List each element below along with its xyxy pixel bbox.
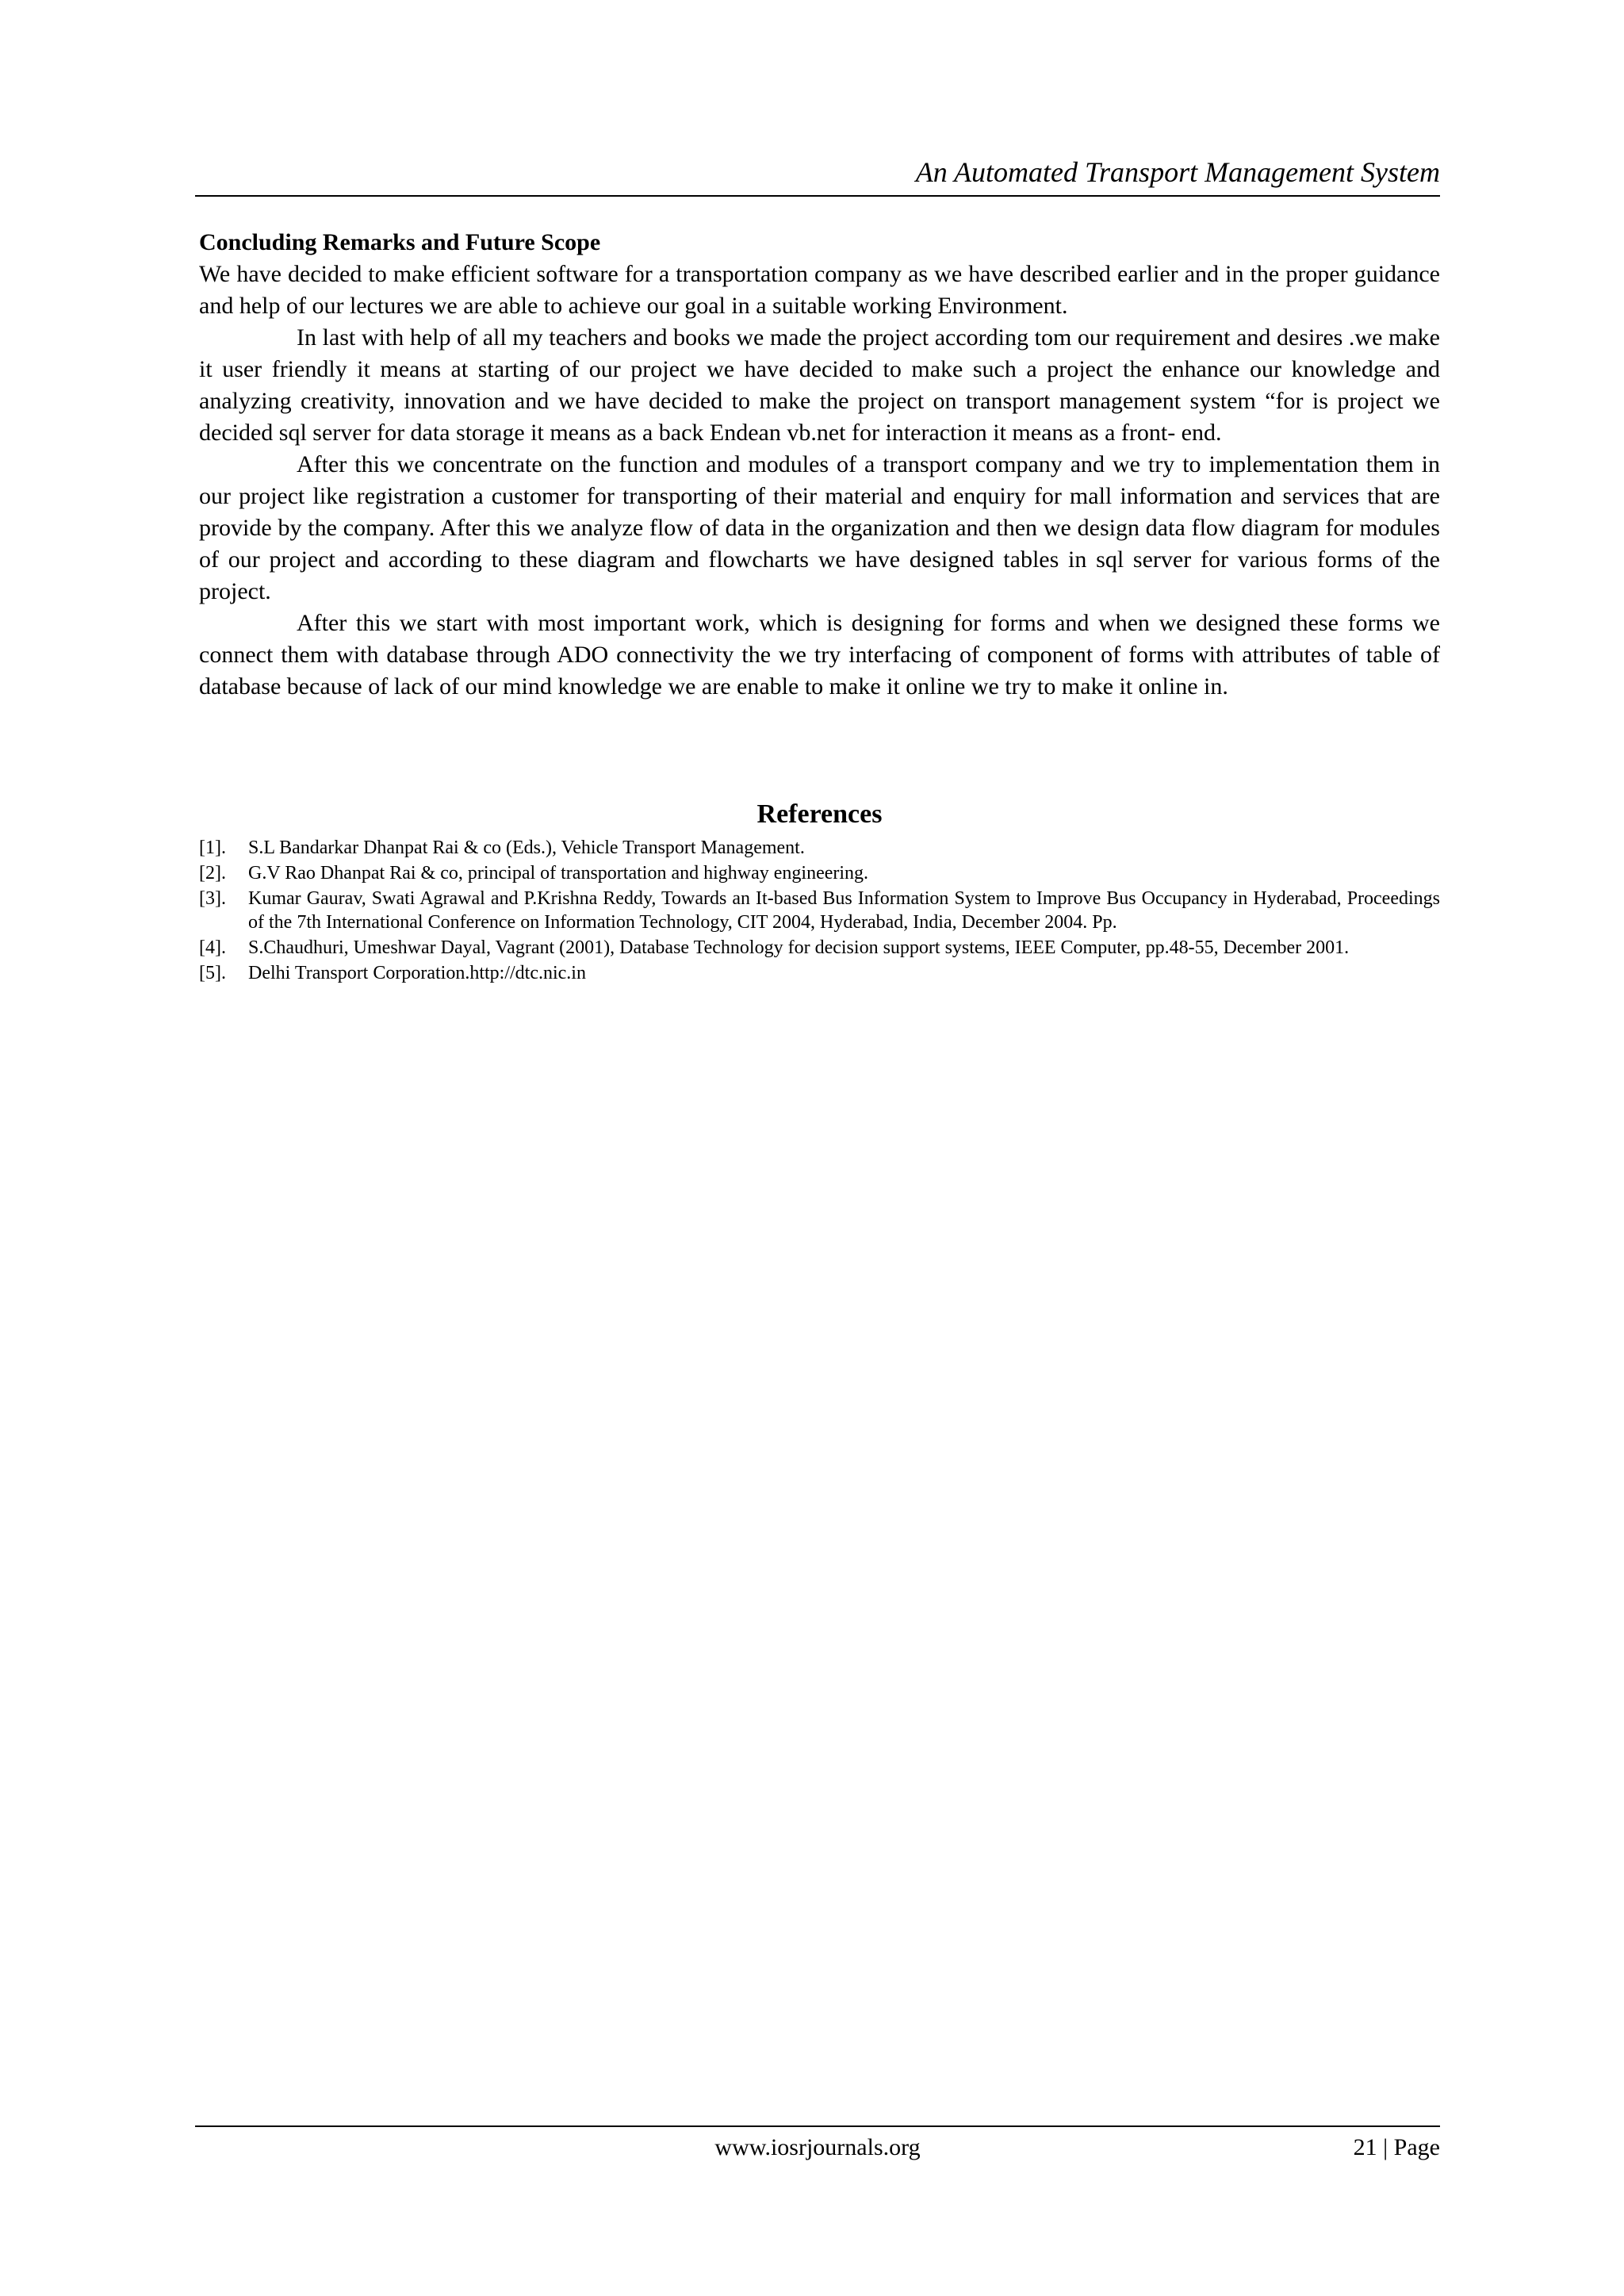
paragraph-2: In last with help of all my teachers and books we made the project according tom our requirement and desires .we make it user friendly it means at starting of our project we have decided to make such a project the enhance our knowledge and analyzing creativity, innovation and we have decided to make the project on transport management system “for is project we decided sql server for data storage it means as a back Endean vb.net for interaction it means as a front- end. [199,324,1440,446]
reference-text: Delhi Transport Corporation.http://dtc.nic.in [248,963,586,983]
reference-list [199,836,1440,987]
paragraph-3: After this we concentrate on the function and modules of a transport company and we try to implementation them in our project like registration a customer for transporting of their material and enquiry for mall information and services that are provide by the company. After this we analyze flow of data in the organization and then we design data flow diagram for modules of our project and according to these diagram and flowcharts we have designed tables in sql server for various forms of the project. [199,451,1440,604]
reference-text: Kumar Gaurav, Swati Agrawal and P.Krishna Reddy, Towards an It-based Bus Information System to Improve Bus Occupancy in Hyderabad, Proceedings of the 7th International Conference on Information Technology, CIT 2004, Hyderabad, India, December 2004. Pp. [248,888,1440,933]
footer-rule [195,2125,1440,2127]
section-heading: Concluding Remarks and Future Scope [199,229,601,255]
conclusion-section [199,227,1440,703]
references-heading: References [756,799,883,829]
paragraph-4: After this we start with most important work, which is designing for forms and when we designed these forms we connect them with database through ADO connectivity the we try interfacing of component of forms with attributes of table of database because of lack of our mind knowledge we are enable to make it online we try to make it online in. [199,610,1440,700]
page-number: 21 | Page [1353,2134,1440,2160]
reference-number: [4]. [199,937,226,958]
reference-number: [1]. [199,838,226,858]
reference-item-3 [199,887,1440,934]
running-header: An Automated Transport Management System [915,156,1440,188]
reference-item-1 [199,836,1440,860]
reference-number: [5]. [199,963,226,983]
reference-item-5 [199,961,1440,985]
reference-number: [2]. [199,863,226,884]
paragraph-1: We have decided to make efficient software for a transportation company as we have described earlier and in the proper guidance and help of our lectures we are able to achieve our goal in a suitable working Environment. [199,261,1440,319]
footer-url: www.iosrjournals.org [714,2134,921,2160]
reference-item-4 [199,936,1440,960]
reference-text: S.Chaudhuri, Umeshwar Dayal, Vagrant (2001), Database Technology for decision support systems, IEEE Computer, pp.48-55, December 2001. [248,937,1350,958]
reference-item-2 [199,861,1440,885]
reference-text: G.V Rao Dhanpat Rai & co, principal of transportation and highway engineering. [248,863,869,884]
header-rule [195,195,1440,197]
reference-text: S.L Bandarkar Dhanpat Rai & co (Eds.), Vehicle Transport Management. [248,838,805,858]
reference-number: [3]. [199,888,226,909]
